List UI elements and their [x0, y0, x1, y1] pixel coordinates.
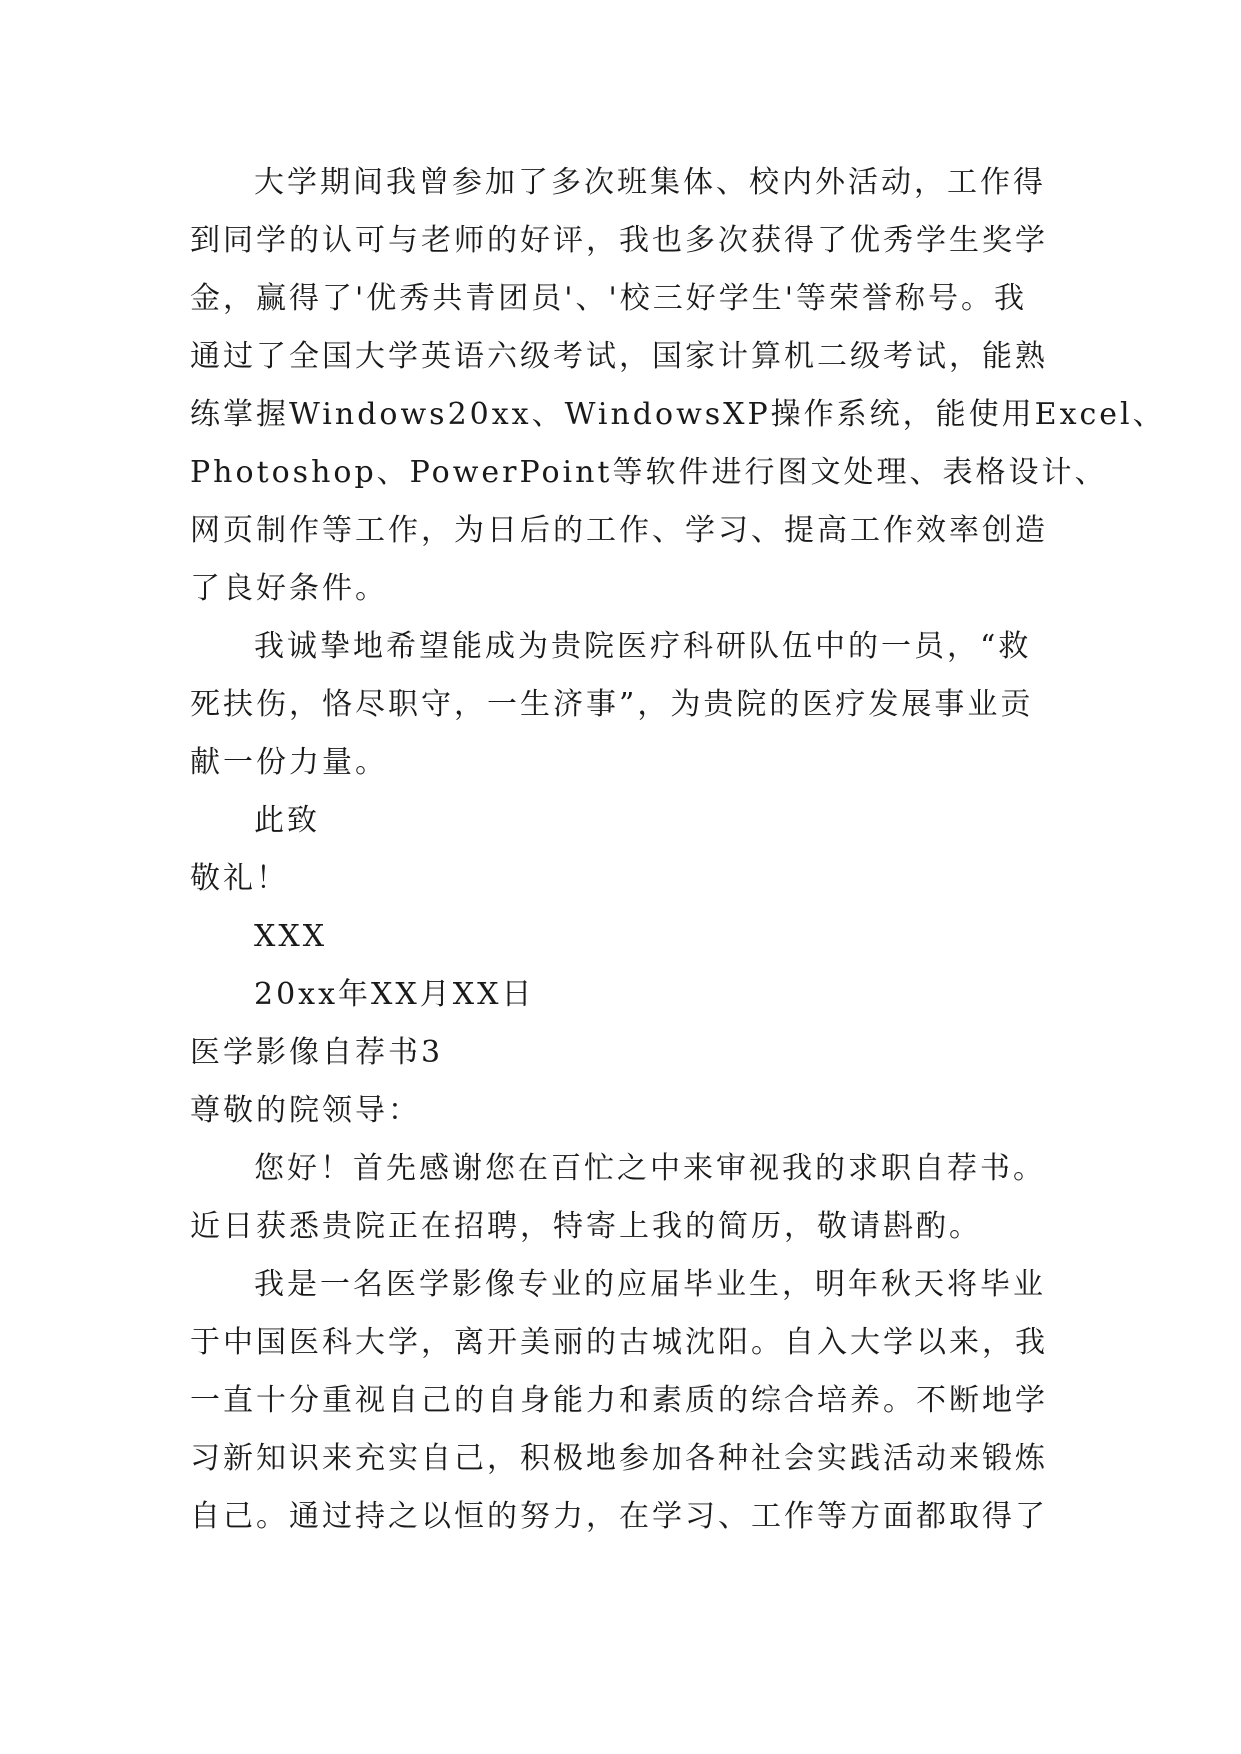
document-body	[190, 154, 1166, 1546]
text-line: 我诚挚地希望能成为贵院医疗科研队伍中的一员，“救	[254, 629, 1032, 664]
text-line: 练掌握Windows20xx、WindowsXP操作系统，能使用Excel、	[190, 397, 1166, 432]
text-line: 于中国医科大学，离开美丽的古城沈阳。自入大学以来，我	[190, 1325, 1048, 1360]
text-line: 一直十分重视自己的自身能力和素质的综合培养。不断地学	[190, 1383, 1048, 1418]
text-line: 您好！首先感谢您在百忙之中来审视我的求职自荐书。	[254, 1151, 1046, 1186]
closing-regards: 敬礼！	[190, 861, 289, 896]
closing-salutation: 此致	[254, 803, 320, 838]
text-line: 死扶伤，恪尽职守，一生济事”，为贵院的医疗发展事业贡	[190, 687, 1034, 722]
text-line: 近日获悉贵院正在招聘，特寄上我的简历，敬请斟酌。	[190, 1209, 982, 1244]
section-title: 医学影像自荐书3	[190, 1035, 444, 1070]
text-line: Photoshop、PowerPoint等软件进行图文处理、表格设计、	[190, 455, 1108, 490]
text-line: 了良好条件。	[190, 571, 388, 606]
text-line: 到同学的认可与老师的好评，我也多次获得了优秀学生奖学	[190, 223, 1048, 258]
text-line: 习新知识来充实自己，积极地参加各种社会实践活动来锻炼	[190, 1441, 1048, 1476]
text-line: 通过了全国大学英语六级考试，国家计算机二级考试，能熟	[190, 339, 1048, 374]
greeting: 尊敬的院领导：	[190, 1093, 421, 1128]
signature-name: XXX	[254, 919, 328, 954]
text-line: 金，赢得了'优秀共青团员'、'校三好学生'等荣誉称号。我	[190, 281, 1027, 316]
text-line: 网页制作等工作，为日后的工作、学习、提高工作效率创造	[190, 513, 1048, 548]
text-line: 我是一名医学影像专业的应届毕业生，明年秋天将毕业	[254, 1267, 1046, 1302]
text-line: 大学期间我曾参加了多次班集体、校内外活动，工作得	[254, 165, 1046, 200]
text-line: 献一份力量。	[190, 745, 388, 780]
text-line: 自己。通过持之以恒的努力，在学习、工作等方面都取得了	[190, 1499, 1048, 1534]
signature-date: 20xx年XX月XX日	[254, 977, 535, 1012]
